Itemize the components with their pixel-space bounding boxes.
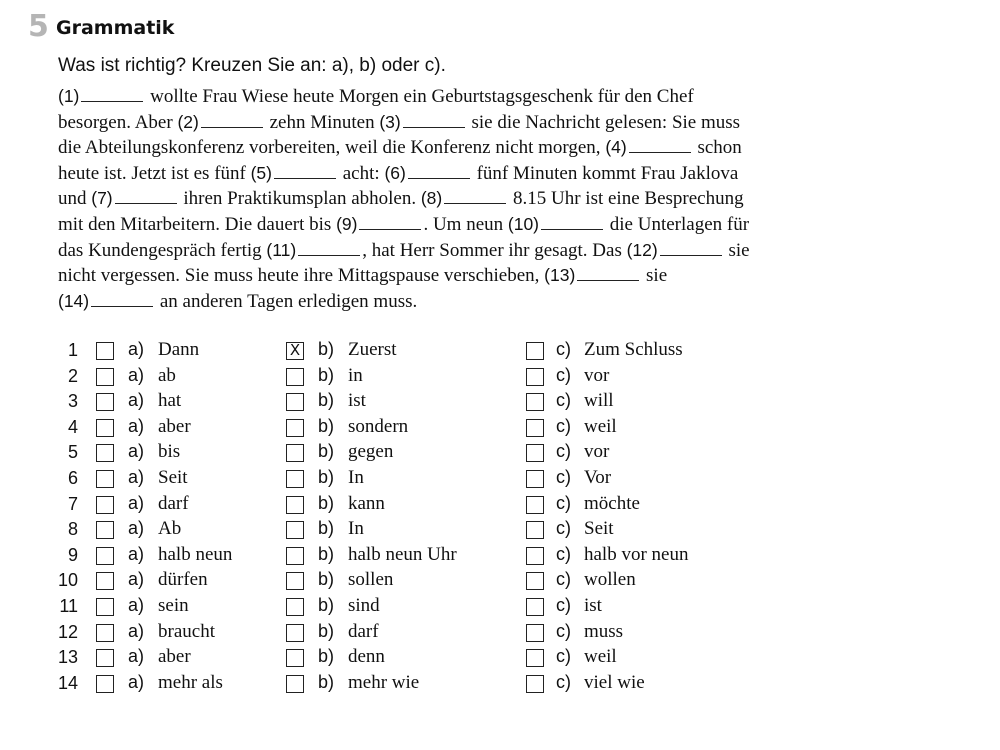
- option-text-c: vor: [584, 441, 610, 463]
- option-text-c: viel wie: [584, 671, 645, 693]
- text-segment: . Um neun: [423, 213, 508, 235]
- option-letter-b: b): [318, 339, 335, 359]
- option-text-a: braucht: [158, 620, 215, 642]
- option-text-c: möchte: [584, 492, 640, 514]
- checkbox-c[interactable]: [526, 342, 544, 360]
- option-letter-a: a): [128, 415, 145, 436]
- option-letter-b: b): [318, 364, 335, 385]
- text-segment: an anderen Tagen erledigen muss.: [155, 290, 418, 312]
- question-number: 8: [67, 519, 78, 540]
- blank-gap[interactable]: [359, 228, 421, 230]
- option-letter-b: b): [318, 569, 335, 590]
- option-letter-c: c): [556, 595, 571, 615]
- checkbox-a[interactable]: [96, 419, 114, 437]
- text-segment: und: [58, 188, 92, 210]
- question-number: 2: [67, 365, 78, 386]
- option-letter-b: b): [318, 415, 335, 436]
- section-title: Grammatik: [56, 17, 175, 39]
- option-letter-c: c): [556, 441, 571, 462]
- text-line: [58, 135, 918, 161]
- option-letter-a: a): [128, 646, 145, 667]
- blank-gap[interactable]: [577, 279, 639, 281]
- gap-number: (14): [58, 290, 90, 311]
- blank-gap[interactable]: [81, 100, 143, 102]
- option-text-a: Seit: [158, 467, 188, 488]
- gap-number: (2): [177, 111, 199, 132]
- text-segment: mit den Mitarbeitern. Die dauert bis: [58, 213, 337, 235]
- text-line: [58, 186, 918, 212]
- text-line: [58, 289, 918, 315]
- option-text-b: sind: [348, 595, 380, 616]
- option-text-a: darf: [158, 492, 189, 514]
- text-line: [58, 263, 918, 289]
- option-row: [0, 389, 1000, 415]
- option-text-a: Ab: [158, 518, 182, 540]
- checkbox-a[interactable]: [96, 547, 114, 565]
- section-number: 5: [28, 9, 49, 44]
- option-letter-a: a): [128, 543, 145, 564]
- blank-gap[interactable]: [541, 228, 603, 230]
- checkbox-a[interactable]: [96, 368, 114, 386]
- option-letter-a: a): [128, 441, 145, 462]
- question-number: 11: [59, 596, 78, 616]
- option-text-b: In: [348, 467, 364, 488]
- gap-number: (8): [420, 188, 443, 209]
- option-text-a: Dann: [158, 339, 200, 360]
- option-text-b: halb neun Uhr: [348, 543, 457, 565]
- checkbox-c[interactable]: [526, 393, 544, 411]
- option-row: [0, 466, 1000, 492]
- instruction-text: Was ist richtig? Kreuzen Sie an: a), b) oder c).: [58, 55, 446, 76]
- option-letter-c: c): [556, 364, 571, 385]
- cloze-text: [58, 84, 918, 314]
- checkbox-c[interactable]: [526, 444, 544, 462]
- blank-gap[interactable]: [298, 254, 360, 256]
- option-letter-a: a): [128, 390, 145, 411]
- option-text-b: gegen: [348, 441, 394, 463]
- question-number: 13: [57, 647, 78, 668]
- checkbox-a[interactable]: [96, 598, 114, 616]
- gap-number: (3): [379, 111, 401, 132]
- gap-number: (4): [605, 137, 627, 158]
- option-letter-a: a): [128, 492, 145, 513]
- option-letter-a: a): [128, 467, 145, 487]
- option-letter-c: c): [556, 492, 571, 513]
- blank-gap[interactable]: [408, 177, 470, 179]
- checkbox-a[interactable]: [96, 444, 114, 462]
- checkbox-c[interactable]: [526, 368, 544, 386]
- option-text-b: Zuerst: [348, 339, 397, 360]
- option-letter-b: b): [318, 492, 335, 513]
- checkbox-a[interactable]: [96, 572, 114, 590]
- option-text-c: muss: [584, 620, 624, 642]
- option-text-c: wollen: [584, 569, 636, 591]
- option-letter-a: a): [128, 364, 145, 385]
- checkbox-a[interactable]: [96, 393, 114, 411]
- option-text-a: dürfen: [158, 569, 208, 591]
- checkbox-b[interactable]: [286, 547, 304, 565]
- option-text-b: ist: [348, 390, 366, 412]
- text-line: [58, 212, 918, 238]
- checkbox-c[interactable]: [526, 547, 544, 565]
- option-text-b: darf: [348, 620, 379, 642]
- option-row: [0, 645, 1000, 671]
- blank-gap[interactable]: [660, 254, 722, 256]
- option-row: [0, 517, 1000, 543]
- option-letter-a: a): [128, 595, 145, 615]
- checkbox-b[interactable]: [286, 444, 304, 462]
- question-number: 12: [57, 621, 78, 642]
- checkbox-b[interactable]: [286, 649, 304, 667]
- option-letter-c: c): [556, 467, 571, 487]
- text-segment: das Kundengespräch fertig: [58, 239, 267, 261]
- option-letter-c: c): [556, 390, 571, 411]
- option-letter-c: c): [556, 543, 571, 564]
- text-line: [58, 110, 918, 136]
- option-letter-c: c): [556, 620, 571, 641]
- option-text-c: weil: [584, 646, 617, 668]
- option-letter-c: c): [556, 646, 571, 667]
- option-text-b: denn: [348, 646, 385, 668]
- text-segment: , hat Herr Sommer ihr gesagt. Das: [362, 239, 627, 261]
- text-segment: schon: [692, 137, 742, 159]
- checkbox-b[interactable]: [286, 624, 304, 642]
- checkbox-b[interactable]: [286, 675, 304, 693]
- option-text-b: mehr wie: [348, 671, 420, 693]
- blank-gap[interactable]: [444, 202, 506, 204]
- text-segment: die Unterlagen für: [605, 213, 750, 235]
- option-letter-b: b): [318, 543, 335, 564]
- option-letter-b: b): [318, 467, 335, 487]
- option-letter-c: c): [556, 415, 571, 436]
- checkbox-a[interactable]: [96, 496, 114, 514]
- option-letter-c: c): [556, 671, 571, 692]
- checkbox-a[interactable]: [96, 470, 114, 488]
- checkbox-a[interactable]: [96, 624, 114, 642]
- option-row: [0, 671, 1000, 697]
- question-number: 14: [57, 672, 78, 693]
- checkbox-c[interactable]: [526, 572, 544, 590]
- gap-number: (13): [544, 265, 576, 286]
- checkbox-c[interactable]: [526, 624, 544, 642]
- checkbox-b[interactable]: [286, 368, 304, 386]
- checkbox-c[interactable]: [526, 649, 544, 667]
- blank-gap[interactable]: [115, 202, 177, 204]
- checkbox-b[interactable]: [286, 470, 304, 488]
- option-text-b: sondern: [348, 415, 409, 437]
- option-text-c: will: [584, 390, 614, 412]
- option-letter-b: b): [318, 595, 335, 615]
- option-letter-c: c): [556, 339, 571, 359]
- option-letter-b: b): [318, 441, 335, 462]
- checkbox-c[interactable]: [526, 419, 544, 437]
- option-text-a: bis: [158, 441, 181, 463]
- option-row: [0, 338, 1000, 364]
- gap-number: (10): [507, 213, 540, 234]
- text-segment: 8.15 Uhr ist eine Besprechung: [508, 188, 744, 210]
- question-number: 4: [67, 416, 78, 437]
- text-segment: sie die Nachricht gelesen: Sie muss: [466, 111, 741, 133]
- option-letter-a: a): [128, 671, 145, 692]
- blank-gap[interactable]: [403, 126, 465, 128]
- question-number: 5: [67, 442, 78, 463]
- text-segment: besorgen. Aber: [58, 111, 178, 133]
- text-segment: fünf Minuten kommt Frau Jaklova: [471, 162, 739, 184]
- checkbox-c[interactable]: [526, 675, 544, 693]
- option-text-b: in: [348, 364, 363, 386]
- option-text-b: In: [348, 518, 364, 540]
- option-text-c: Zum Schluss: [584, 339, 683, 360]
- checkbox-b[interactable]: [286, 419, 304, 437]
- checkbox-c[interactable]: [526, 598, 544, 616]
- option-letter-b: b): [318, 646, 335, 667]
- checkbox-b[interactable]: [286, 598, 304, 616]
- gap-number: (1): [58, 86, 80, 106]
- option-letter-a: a): [128, 620, 145, 641]
- option-letter-a: a): [128, 569, 145, 590]
- text-line: [58, 84, 918, 110]
- blank-gap[interactable]: [629, 151, 691, 153]
- option-letter-b: b): [318, 620, 335, 641]
- option-row: [0, 440, 1000, 466]
- option-row: [0, 364, 1000, 390]
- option-text-c: Vor: [584, 467, 612, 488]
- text-segment: wollte Frau Wiese heute Morgen ein Geburtstagsgeschenk für den Chef: [145, 86, 694, 107]
- option-text-c: weil: [584, 415, 617, 437]
- option-text-a: mehr als: [158, 671, 223, 693]
- checkbox-c[interactable]: [526, 496, 544, 514]
- option-text-a: aber: [158, 415, 191, 437]
- option-row: [0, 543, 1000, 569]
- question-number: 1: [67, 340, 78, 360]
- checkbox-a[interactable]: [96, 675, 114, 693]
- option-text-c: ist: [584, 595, 602, 616]
- blank-gap[interactable]: [274, 177, 336, 179]
- checkbox-b[interactable]: [286, 521, 304, 539]
- option-text-c: halb vor neun: [584, 543, 689, 565]
- checkbox-c[interactable]: [526, 521, 544, 539]
- text-segment: heute ist. Jetzt ist es fünf: [58, 162, 251, 184]
- checkbox-b[interactable]: [286, 496, 304, 514]
- checkbox-b[interactable]: [286, 393, 304, 411]
- checkbox-a[interactable]: [96, 342, 114, 360]
- option-text-a: halb neun: [158, 543, 233, 565]
- gap-number: (6): [384, 162, 406, 183]
- text-segment: sie: [723, 239, 750, 261]
- option-letter-c: c): [556, 518, 571, 539]
- text-line: [58, 238, 918, 264]
- option-letter-a: a): [128, 339, 145, 359]
- question-number: 3: [67, 391, 78, 412]
- text-segment: zehn Minuten: [264, 111, 380, 133]
- text-segment: acht:: [338, 162, 385, 184]
- blank-gap[interactable]: [201, 126, 263, 128]
- gap-number: (12): [626, 239, 658, 260]
- option-letter-b: b): [318, 671, 335, 692]
- question-number: 9: [67, 544, 78, 565]
- question-number: 6: [67, 468, 78, 488]
- option-letter-b: b): [318, 518, 335, 539]
- text-segment: nicht vergessen. Sie muss heute ihre Mittagspause verschieben,: [58, 265, 545, 287]
- gap-number: (11): [266, 239, 297, 260]
- question-number: 7: [67, 493, 78, 514]
- option-text-a: aber: [158, 646, 191, 668]
- gap-number: (9): [336, 213, 358, 234]
- text-line: [58, 161, 918, 187]
- checkbox-b[interactable]: X: [286, 342, 304, 360]
- option-text-a: sein: [158, 595, 189, 616]
- gap-number: (5): [250, 162, 272, 183]
- option-row: [0, 568, 1000, 594]
- question-number: 10: [57, 570, 78, 591]
- option-row: [0, 492, 1000, 518]
- checkbox-a[interactable]: [96, 521, 114, 539]
- option-row: [0, 620, 1000, 646]
- gap-number: (7): [91, 188, 113, 209]
- option-text-a: ab: [158, 364, 176, 386]
- option-letter-c: c): [556, 569, 571, 590]
- text-segment: die Abteilungskonferenz vorbereiten, weil die Konferenz nicht morgen,: [58, 137, 606, 159]
- checkbox-a[interactable]: [96, 649, 114, 667]
- option-text-c: Seit: [584, 518, 614, 540]
- option-row: [0, 594, 1000, 620]
- option-text-a: hat: [158, 390, 182, 412]
- option-text-b: sollen: [348, 569, 394, 591]
- option-row: [0, 415, 1000, 441]
- option-letter-a: a): [128, 518, 145, 539]
- text-segment: ihren Praktikumsplan abholen.: [178, 188, 421, 210]
- option-text-c: vor: [584, 364, 610, 386]
- blank-gap[interactable]: [91, 305, 153, 307]
- text-segment: sie: [641, 265, 668, 287]
- checkbox-b[interactable]: [286, 572, 304, 590]
- checkbox-c[interactable]: [526, 470, 544, 488]
- option-text-b: kann: [348, 492, 385, 514]
- option-letter-b: b): [318, 390, 335, 411]
